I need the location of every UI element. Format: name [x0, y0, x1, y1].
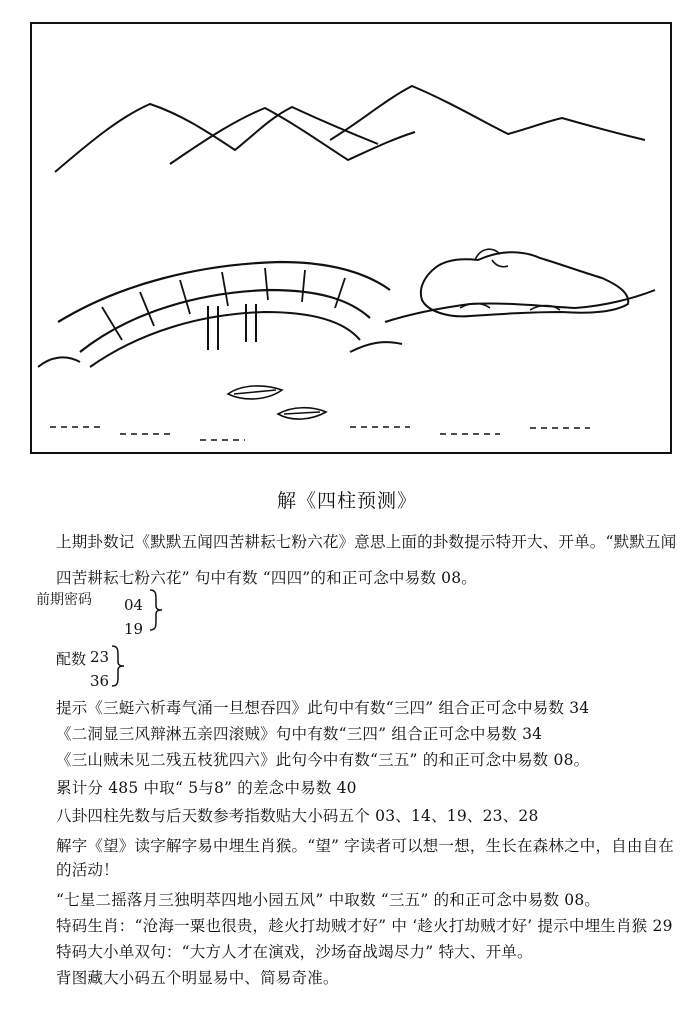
text-line-7: 八卦四柱先数与后天数参考指数贴大小码五个 03、14、19、23、28 — [56, 807, 539, 825]
illustration-frame — [31, 23, 671, 453]
text-line-4: 《二洞显三风辩淋五亲四滚贼》句中有数“三四” 组合正可念中易数 34 — [56, 725, 543, 743]
bridge-planks — [102, 268, 345, 340]
leaf-2 — [278, 408, 326, 419]
riverbank-left — [38, 357, 80, 367]
previous-code-value-2: 19 — [124, 620, 144, 638]
mountain-ridge-back — [55, 104, 378, 172]
mountain-ridge-right — [330, 86, 645, 140]
pair-label: 配数 — [56, 650, 87, 668]
bridge-posts — [208, 304, 256, 350]
text-line-13: 背图藏大小码五个明显易中、简易奇准。 — [56, 969, 339, 987]
text-line-1: 上期卦数记《默默五闻四苦耕耘七粉六花》意思上面的卦数提示特开大、开单。“默默五闻 — [56, 533, 677, 551]
previous-code-brace — [148, 588, 164, 632]
text-line-8: 解字《望》读字解字易中埋生肖猴。“望” 字读者可以想一想，生长在森林之中，自由自在 — [56, 837, 674, 855]
previous-code-label: 前期密码 — [36, 592, 92, 608]
previous-code-value-1: 04 — [124, 596, 144, 614]
text-line-3: 提示《三蜓六析毒气涌一旦想吞四》此句中有数“三四” 组合正可念中易数 34 — [56, 699, 590, 717]
text-line-5: 《三山贼未见二残五枝犹四六》此句今中有数“三五” 的和正可念中易数 08。 — [56, 751, 590, 769]
riverbank-lower — [350, 342, 402, 352]
illustration-landscape — [30, 22, 672, 454]
leaf-1 — [228, 386, 282, 399]
text-line-2: 四苦耕耘七粉六花” 句中有数 “四四”的和正可念中易数 08。 — [56, 569, 477, 587]
document-title: 解《四柱预测》 — [276, 490, 417, 512]
pair-value-2: 36 — [90, 672, 110, 690]
text-line-11: 特码生肖：“沧海一粟也很贵，趁火打劫贼才好” 中 ‘趁火打劫贼才好’ 提示中埋生肖猴 29 — [56, 917, 673, 935]
mountain-ridge-front — [170, 108, 415, 164]
pair-value-1: 23 — [90, 648, 110, 666]
bridge-arch-inner — [80, 290, 370, 352]
text-line-10: “七星二摇落月三独明萃四地小园五风” 中取数 “三五” 的和正可念中易数 08。 — [56, 891, 601, 909]
text-line-9: 的活动！ — [56, 861, 119, 879]
text-line-12: 特码大小单双句：“大方人才在演戏，沙场奋战竭尽力” 特大、开单。 — [56, 943, 533, 961]
pair-brace — [110, 644, 126, 688]
text-line-6: 累计分 485 中取“ 5与8” 的差念中易数 40 — [56, 779, 357, 797]
water-ripples — [50, 427, 590, 440]
